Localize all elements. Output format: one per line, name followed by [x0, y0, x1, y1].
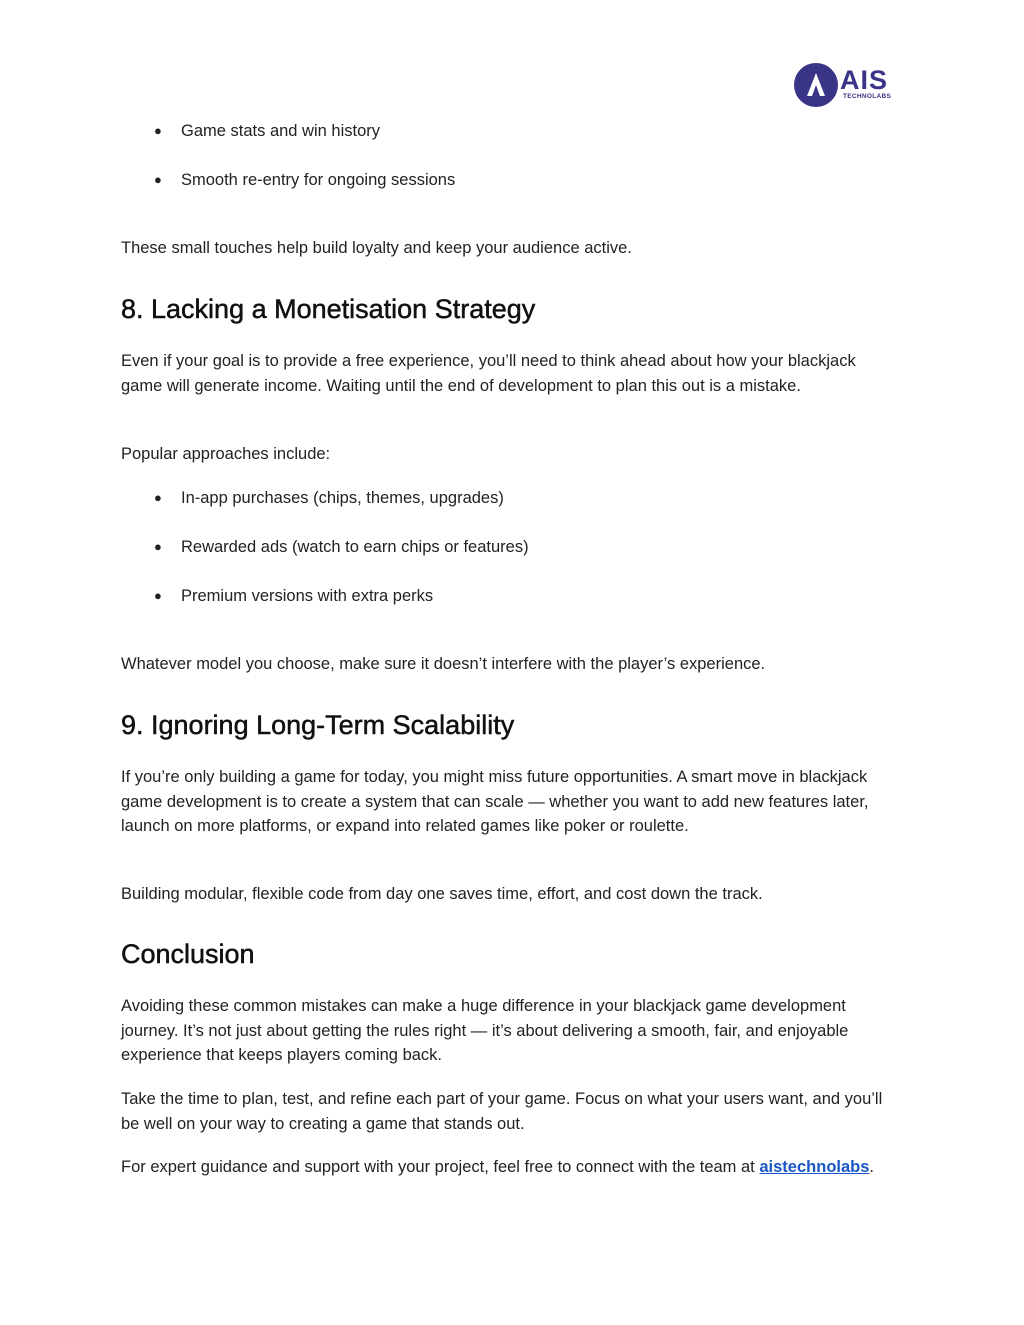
- section-8-heading: 8. Lacking a Monetisation Strategy: [121, 294, 536, 324]
- section-9-closing: Building modular, flexible code from day one saves time, effort, and cost down the track.: [121, 885, 763, 903]
- ais-technolabs-logo: [793, 62, 913, 110]
- logo-subtitle: TECHNOLABS: [843, 93, 892, 100]
- section-8-closing: Whatever model you choose, make sure it doesn’t interfere with the player’s experience.: [121, 655, 766, 673]
- bullet-icon: ●: [154, 539, 162, 554]
- document-page: AIS TECHNOLABS ● Game stats and win history ● Smooth re-entry for ongoing sessions These small touches help build loyalty and keep your audience active. 8. Lacking a Monetisation Strategy Even if your goal is to provide a free experience, you’ll need to think ahead about how your blackjack game will generate income. Waiting until the end of development to plan this out is a mistake. Popular approaches include: ● In-app purchases (chips, themes, upgrades) ● Rewarded ads (watch to earn chips or features) ● Premium versions with extra perks Whatever model you choose, make sure it doesn’t interfere with the player’s experience. 9. Ignoring Long-Term Scalability If you’re only building a game for today, you might miss future opportunities. A smart move in blackjack game development is to create a system that can scale — whether you want to add new features later, launch on more platforms, or expand into related games like poker or roulette. Building modular, flexible code from day one saves time, effort, and cost down the track. Conclusion Avoiding these common mistakes can make a huge difference in your blackjack game development journey. It’s not just about getting the rules right — it’s about delivering a smooth, fair, and enjoyable experience that keeps players coming back. Take the time to plan, test, and refine each part of your game. Focus on what your users want, and you’ll be well on your way to creating a game that stands out. For expert guidance and support with your project, feel free to connect with the team at aistechnolabs.: [0, 0, 1024, 1325]
- section-8-approaches-label: Popular approaches include:: [121, 445, 331, 463]
- section-9-heading: 9. Ignoring Long-Term Scalability: [121, 710, 515, 740]
- logo-wordmark: AIS: [840, 65, 889, 95]
- bullet-icon: ●: [154, 172, 162, 187]
- bullet-icon: ●: [154, 490, 162, 505]
- section-9-intro: If you’re only building a game for today, you might miss future opportunities. A smart move in blackjack game development is to create a system that can scale — whether you want to add new features later, launch on more platforms, or expand into related games like poker or roulette.: [121, 768, 869, 835]
- conclusion-para-2: Take the time to plan, test, and refine each part of your game. Focus on what your users want, and you’ll be well on your way to creating a game that stands out.: [121, 1090, 883, 1133]
- conclusion-para-3: For expert guidance and support with your project, feel free to connect with the team at aistechnolabs.: [121, 1158, 875, 1176]
- bullet-icon: ●: [154, 123, 162, 138]
- section-8-intro: Even if your goal is to provide a free experience, you’ll need to think ahead about how your blackjack game will generate income. Waiting until the end of development to plan this out is a mistake.: [121, 352, 856, 395]
- conclusion-heading: Conclusion: [121, 939, 255, 969]
- aistechnolabs-link[interactable]: aistechnolabs: [759, 1158, 870, 1176]
- loyalty-paragraph: These small touches help build loyalty and keep your audience active.: [121, 239, 632, 257]
- conclusion-para-1: Avoiding these common mistakes can make a huge difference in your blackjack game development journey. It’s not just about getting the rules right — it’s about delivering a smooth, fair, and enjoyable experience that keeps players coming back.: [121, 997, 849, 1064]
- ais-logo-icon: [793, 62, 839, 108]
- bullet-icon: ●: [154, 588, 162, 603]
